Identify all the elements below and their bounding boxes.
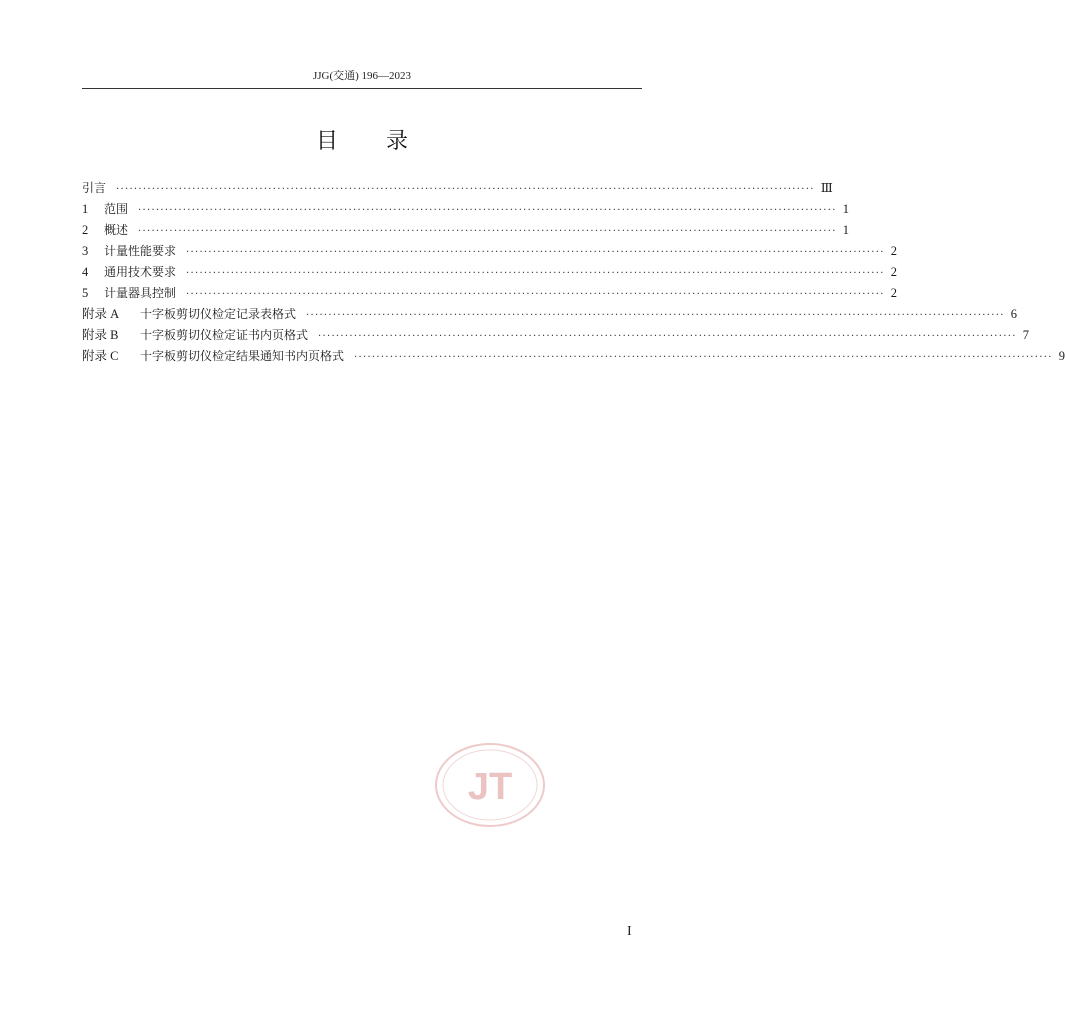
toc-entry-number: 附录 C [82, 349, 119, 363]
toc-leader: ···························································································································································· [138, 205, 837, 216]
toc-entry-number: 5 [82, 286, 89, 300]
toc-entry-label: 通用技术要求 [104, 265, 177, 279]
toc-entry-page: 7 [1022, 328, 1029, 342]
toc-entry-page: 1 [842, 223, 849, 237]
toc-entry-label: 计量器具控制 [104, 286, 177, 300]
toc-entry[interactable] [82, 346, 1065, 367]
toc-entry-label: 范围 [104, 202, 129, 216]
toc-entry[interactable] [82, 178, 833, 199]
page-title [0, 124, 724, 155]
title-char-2: 录 [386, 129, 409, 154]
toc-entry-number: 3 [82, 244, 89, 258]
toc-entry[interactable] [82, 304, 1017, 325]
toc-entry-label: 引言 [82, 181, 107, 195]
toc-entry-number: 2 [82, 223, 89, 237]
header-divider [82, 88, 642, 89]
toc-entry-label: 十字板剪切仪检定结果通知书内页格式 [140, 349, 345, 363]
toc-entry-number: 1 [82, 202, 89, 216]
toc-entry-page: 2 [890, 286, 897, 300]
title-char-1: 目 [315, 129, 338, 154]
toc-entry-label: 计量性能要求 [104, 244, 177, 258]
toc-entry[interactable] [82, 220, 849, 241]
toc-leader: ···························································································································································· [318, 331, 1017, 342]
toc-entry-label: 十字板剪切仪检定记录表格式 [140, 307, 297, 321]
toc-entry[interactable] [82, 241, 897, 262]
toc-entry-page: 2 [890, 265, 897, 279]
toc-leader: ···························································································································································· [138, 226, 837, 237]
toc-entry[interactable] [82, 325, 1029, 346]
toc-entry[interactable] [82, 199, 849, 220]
toc-entry[interactable] [82, 262, 897, 283]
page-number: I [627, 924, 632, 939]
toc-leader: ···························································································································································· [354, 352, 1053, 363]
running-header: JJG(交通) 196—2023 [312, 70, 412, 82]
table-of-contents [82, 178, 1065, 367]
toc-entry-page: 6 [1010, 307, 1017, 321]
toc-entry-number: 附录 A [82, 307, 120, 321]
toc-entry-label: 概述 [104, 223, 129, 237]
toc-leader: ···························································································································································· [116, 184, 815, 195]
toc-leader: ···························································································································································· [186, 268, 885, 279]
toc-entry-page: 9 [1058, 349, 1065, 363]
toc-entry[interactable] [82, 283, 897, 304]
toc-entry-label: 十字板剪切仪检定证书内页格式 [140, 328, 309, 342]
toc-entry-page: 2 [890, 244, 897, 258]
toc-entry-number: 4 [82, 265, 89, 279]
toc-entry-number: 附录 B [82, 328, 119, 342]
toc-entry-page: 1 [842, 202, 849, 216]
toc-leader: ···························································································································································· [186, 289, 885, 300]
toc-entry-page: Ⅲ [820, 181, 833, 195]
toc-leader: ···························································································································································· [306, 310, 1005, 321]
watermark-text: JT [467, 766, 513, 808]
toc-leader: ···························································································································································· [186, 247, 885, 258]
jt-watermark-logo [434, 742, 546, 828]
